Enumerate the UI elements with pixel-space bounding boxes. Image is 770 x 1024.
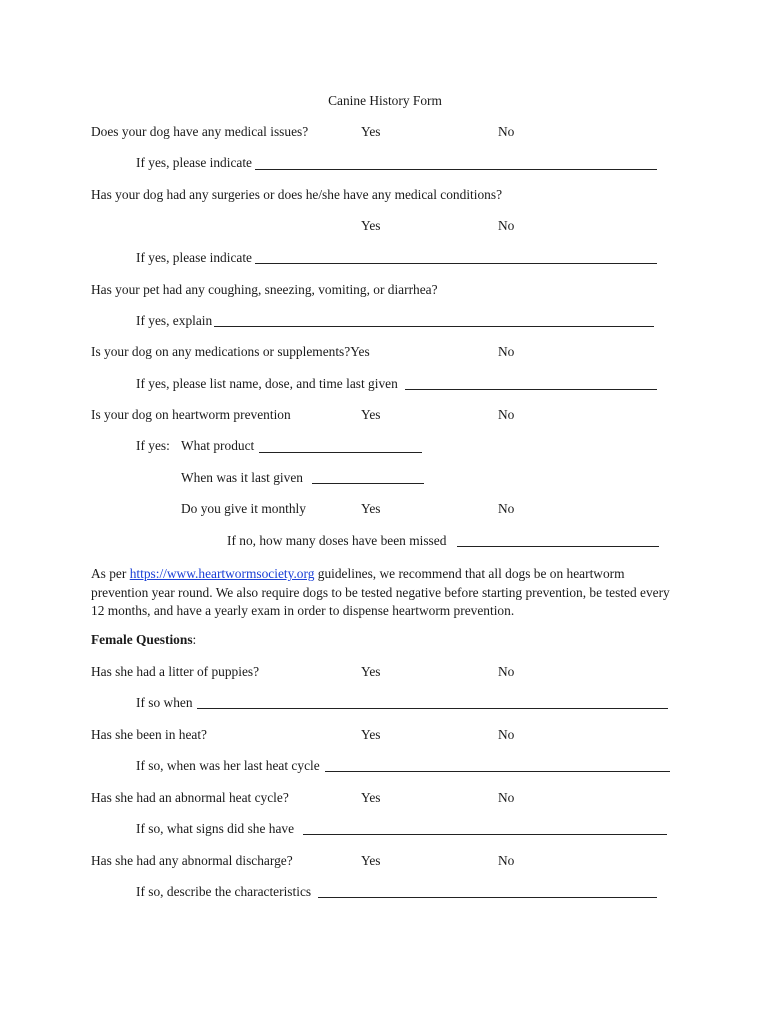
question-litter: Has she had a litter of puppies? [91,664,260,679]
no-option-heat[interactable]: No [498,727,515,742]
heartworm-notice: As per https://www.heartwormsociety.org guidelines, we recommend that all dogs be on heartworm prevention year round. We also require dogs to be tested negative before starting prevention, be tested every 12 months, and have a yearly exam in order to dispense heartworm prevention. [91,566,670,618]
followup-field-abnormal-heat[interactable] [303,834,667,835]
followup-label-litter: If so when [136,695,193,710]
question-medical-issues: Does your dog have any medical issues? [91,124,309,139]
product-label: What product [181,438,255,453]
missed-doses-field[interactable] [457,546,659,547]
question-heartworm: Is your dog on heartworm prevention [91,407,291,422]
explain-field-symptoms[interactable] [214,326,654,327]
followup-label-discharge: If so, describe the characteristics [136,884,312,899]
product-field[interactable] [259,452,422,453]
followup-label-heat: If so, when was her last heat cycle [136,758,320,773]
yes-option-monthly[interactable]: Yes [361,501,381,516]
explain-label-symptoms: If yes, explain [136,313,213,328]
no-option-heartworm[interactable]: No [498,407,515,422]
no-option-monthly[interactable]: No [498,501,515,516]
followup-field-heat[interactable] [325,771,670,772]
yes-option-litter[interactable]: Yes [361,664,381,679]
yes-option-discharge[interactable]: Yes [361,853,381,868]
yes-option-abnormal-heat[interactable]: Yes [361,790,381,805]
detail-field-medications[interactable] [405,389,657,390]
missed-doses-label: If no, how many doses have been missed [227,533,447,548]
if-yes-label-heartworm: If yes: [136,438,170,453]
detail-label-medications: If yes, please list name, dose, and time last given [136,376,398,391]
no-option-medications[interactable]: No [498,344,515,359]
yes-option-heat[interactable]: Yes [361,727,381,742]
heartworm-society-link[interactable]: https://www.heartwormsociety.org [129,566,315,581]
last-given-label: When was it last given [181,470,303,485]
no-option-discharge[interactable]: No [498,853,515,868]
followup-label-abnormal-heat: If so, what signs did she have [136,821,295,836]
last-given-field[interactable] [312,483,424,484]
monthly-label: Do you give it monthly [181,501,306,516]
followup-field-discharge[interactable] [318,897,657,898]
followup-field-litter[interactable] [197,708,668,709]
question-medications: Is your dog on any medications or supplements?Yes [91,344,370,359]
no-option-litter[interactable]: No [498,664,515,679]
yes-option-heartworm[interactable]: Yes [361,407,381,422]
indicate-label-surgeries: If yes, please indicate [136,250,252,265]
form-title: Canine History Form [328,93,442,108]
female-questions-heading: Female Questions: [91,632,197,647]
yes-option-medications[interactable]: Yes [350,344,370,359]
no-option-abnormal-heat[interactable]: No [498,790,515,805]
question-surgeries: Has your dog had any surgeries or does he/she have any medical conditions? [91,187,503,202]
yes-option-surgeries[interactable]: Yes [361,218,381,233]
yes-option-medical-issues[interactable]: Yes [361,124,381,139]
question-discharge: Has she had any abnormal discharge? [91,853,293,868]
question-heat: Has she been in heat? [91,727,208,742]
no-option-medical-issues[interactable]: No [498,124,515,139]
indicate-label-medical-issues: If yes, please indicate [136,155,252,170]
indicate-field-surgeries[interactable] [255,263,657,264]
question-symptoms: Has your pet had any coughing, sneezing, vomiting, or diarrhea? [91,282,438,297]
question-abnormal-heat: Has she had an abnormal heat cycle? [91,790,289,805]
indicate-field-medical-issues[interactable] [255,169,657,170]
no-option-surgeries[interactable]: No [498,218,515,233]
